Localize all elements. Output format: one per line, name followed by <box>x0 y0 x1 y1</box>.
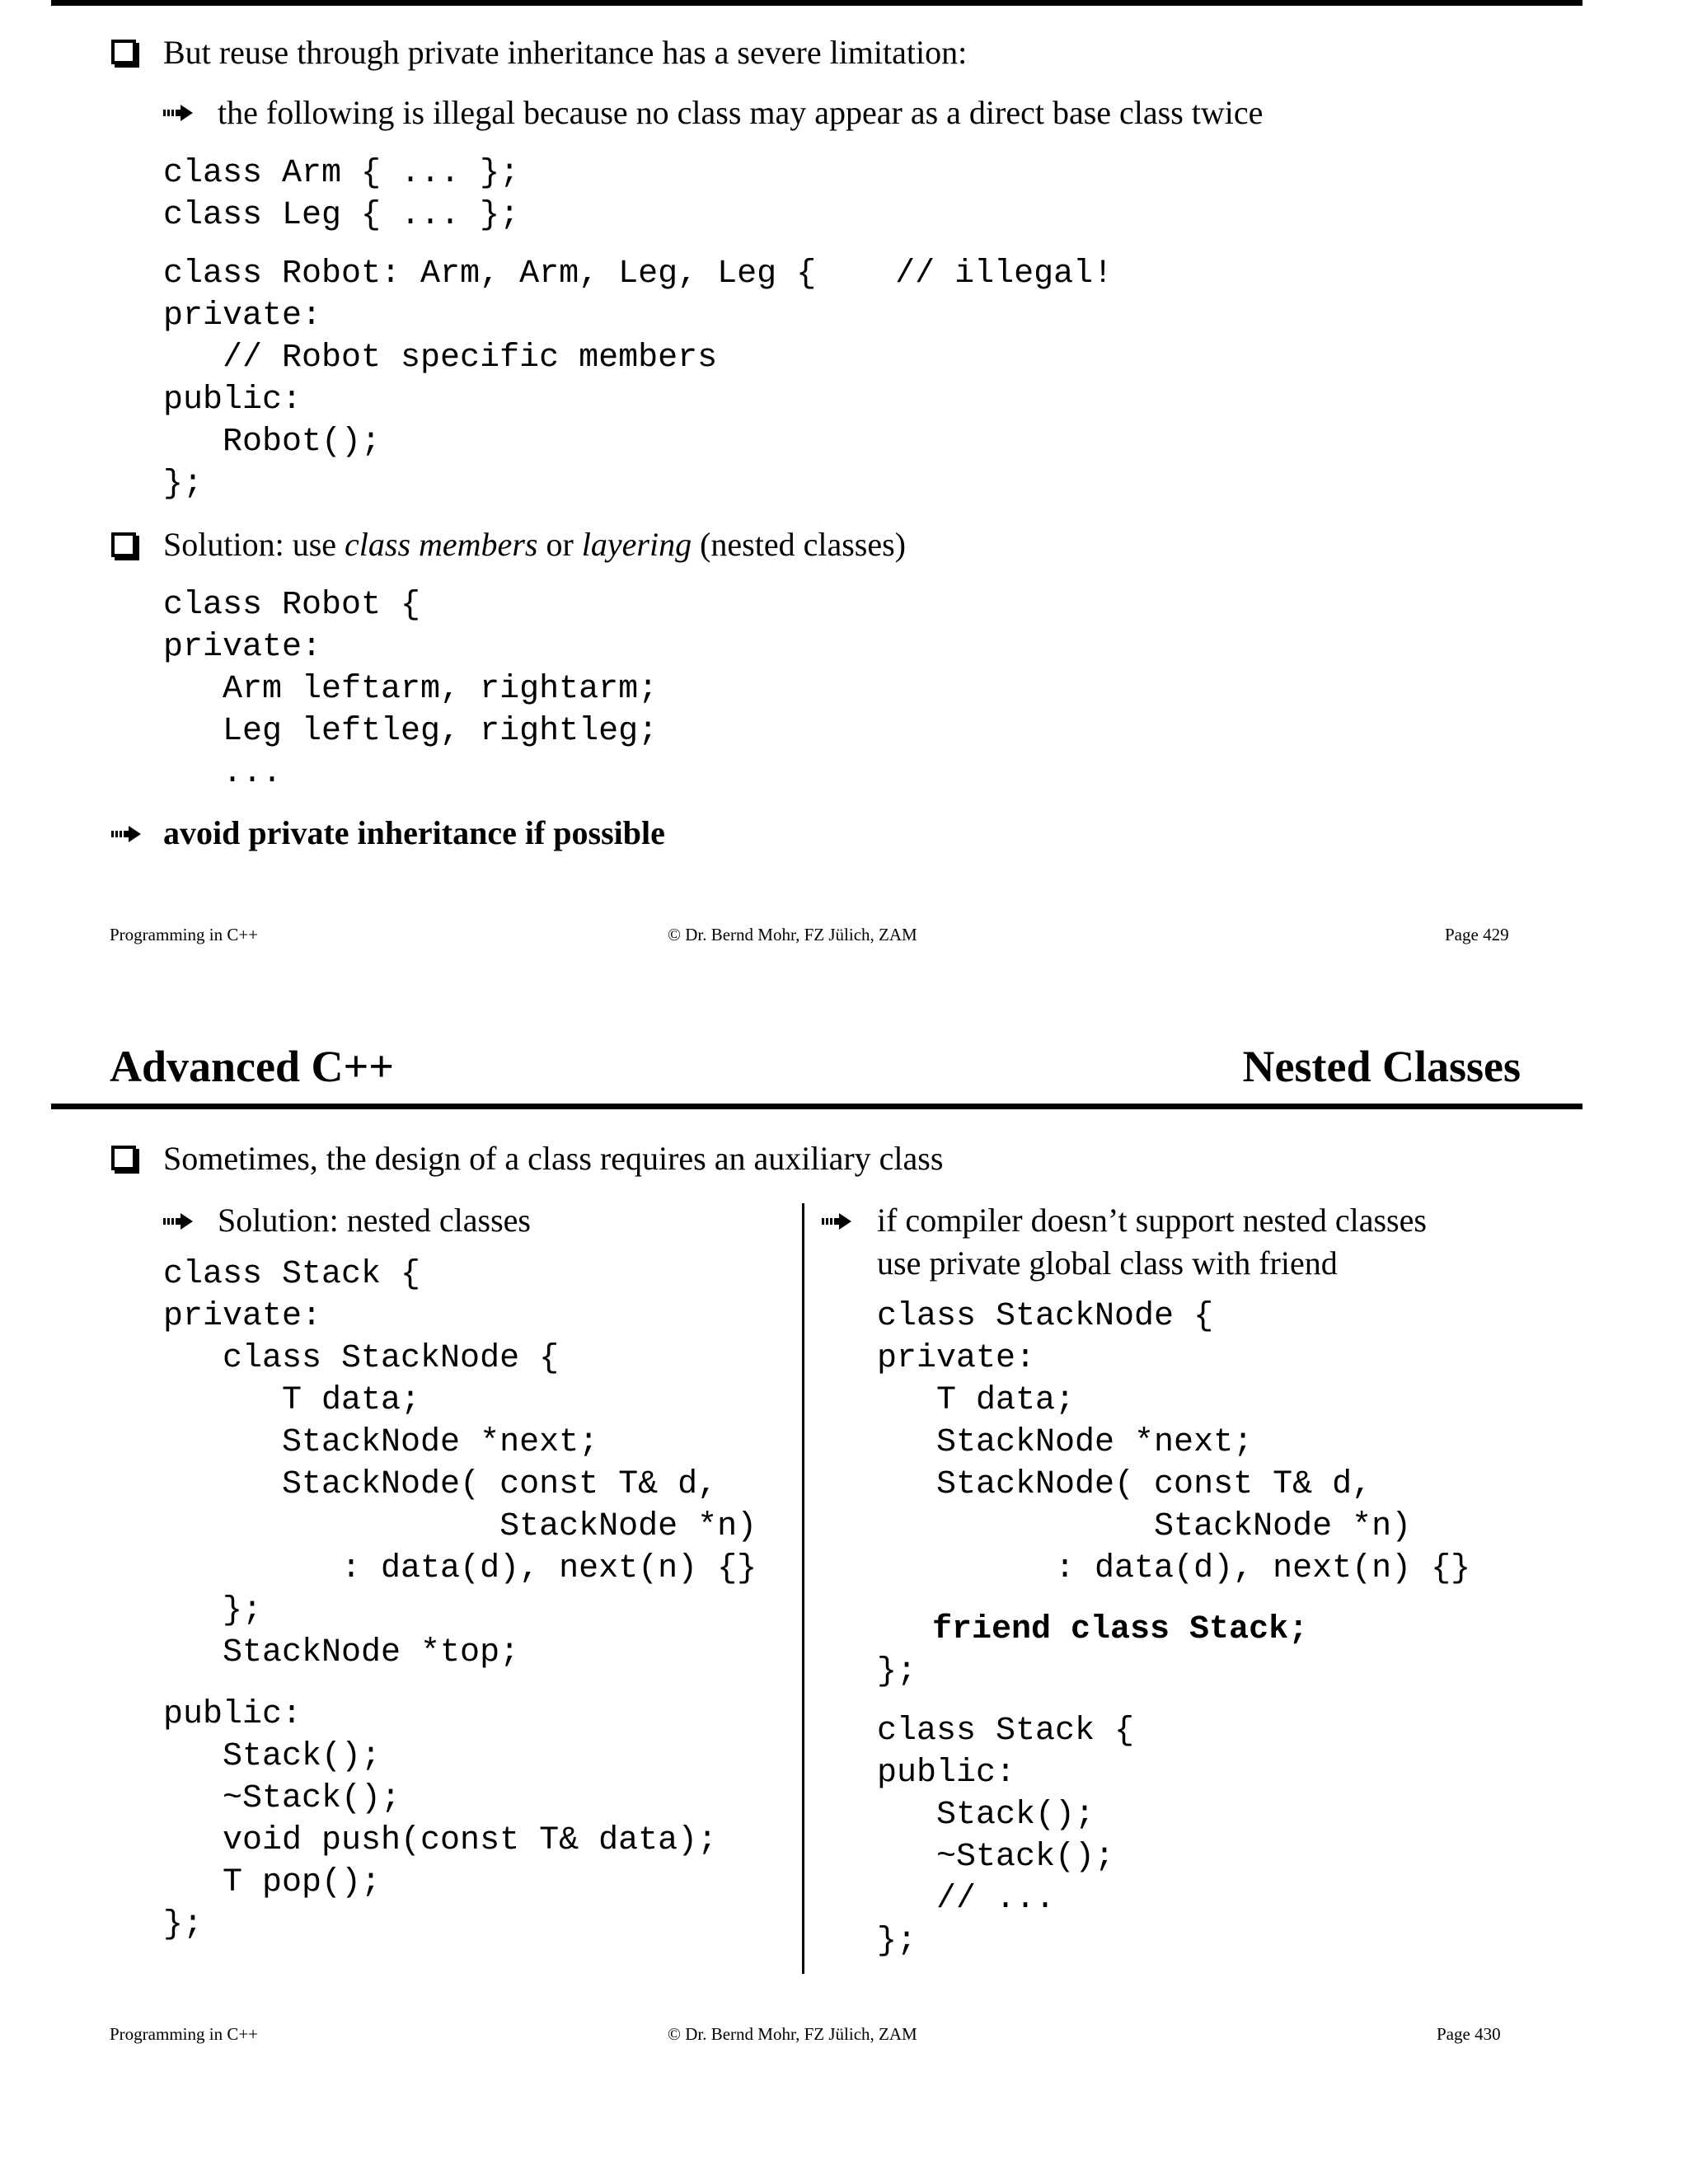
code-stack-global: class Stack { public: Stack(); ~Stack(); // ... }; <box>877 1713 1135 1960</box>
bullet-private-inheritance-limitation: But reuse through private inheritance has a severe limitation: <box>163 34 968 71</box>
bullet-solution-layering <box>163 525 906 565</box>
top-rule <box>51 0 1582 6</box>
code-robot-layered: class Robot { private: Arm leftarm, rightarm; Leg leftleg, rightleg; ... <box>163 587 659 792</box>
arrow-bullet-icon <box>163 103 193 123</box>
left-heading-nested-classes: Solution: nested classes <box>218 1202 531 1239</box>
footer-left: Programming in C++ <box>110 2024 259 2044</box>
code-friend-declaration: friend class Stack; <box>932 1611 1309 1648</box>
conclusion-avoid-private-inheritance: avoid private inheritance if possible <box>163 814 665 851</box>
footer-left: Programming in C++ <box>110 925 259 944</box>
footer-center: © Dr. Bernd Mohr, FZ Jülich, ZAM <box>668 925 917 944</box>
code-robot-illegal: class Robot: Arm, Arm, Leg, Leg { // illegal! private: // Robot specific members public: Robot(); }; <box>163 255 1114 503</box>
code-arm-leg-decl: class Arm { ... }; class Leg { ... }; <box>163 155 520 234</box>
solution-prefix: Solution: use <box>163 526 345 563</box>
solution-suffix: (nested classes) <box>692 526 906 563</box>
right-heading-line2: use private global class with friend <box>877 1244 1338 1282</box>
bullet-auxiliary-class: Sometimes, the design of a class requires an auxiliary class <box>163 1140 944 1177</box>
footer-page-number: Page 430 <box>1437 2024 1501 2044</box>
checkbox-bullet-icon <box>111 40 136 64</box>
checkbox-bullet-icon <box>111 1146 136 1170</box>
checkbox-bullet-icon <box>111 532 136 557</box>
code-stack-nested: class Stack { private: class StackNode { T data; StackNode *next; StackNode( const T& d, StackNode *n) : data(d), next(n) {} }; StackNode *top; <box>163 1256 757 1671</box>
sub-bullet-illegal-explanation: the following is illegal because no class may appear as a direct base class twice <box>218 94 1264 131</box>
footer-page-number: Page 429 <box>1445 925 1509 944</box>
code-stack-public: public: Stack(); ~Stack(); void push(const T& data); T pop(); }; <box>163 1696 718 1943</box>
right-heading-line1: if compiler doesn’t support nested classes <box>877 1202 1427 1239</box>
solution-layering: layering <box>581 526 692 563</box>
arrow-bullet-icon <box>163 1212 193 1231</box>
arrow-bullet-icon <box>111 824 141 844</box>
column-divider <box>802 1203 804 1974</box>
solution-class-members: class members <box>345 526 538 563</box>
code-stacknode-close: }; <box>877 1653 917 1690</box>
arrow-bullet-icon <box>822 1212 851 1231</box>
page-title-right: Nested Classes <box>1242 1042 1521 1091</box>
code-stacknode-global: class StackNode { private: T data; StackNode *next; StackNode( const T& d, StackNode *n) : data(d), next(n) {} <box>877 1298 1471 1587</box>
page-title-left: Advanced C++ <box>110 1042 395 1091</box>
title-rule <box>51 1104 1582 1109</box>
solution-or: or <box>537 526 582 563</box>
footer-center: © Dr. Bernd Mohr, FZ Jülich, ZAM <box>668 2024 917 2044</box>
